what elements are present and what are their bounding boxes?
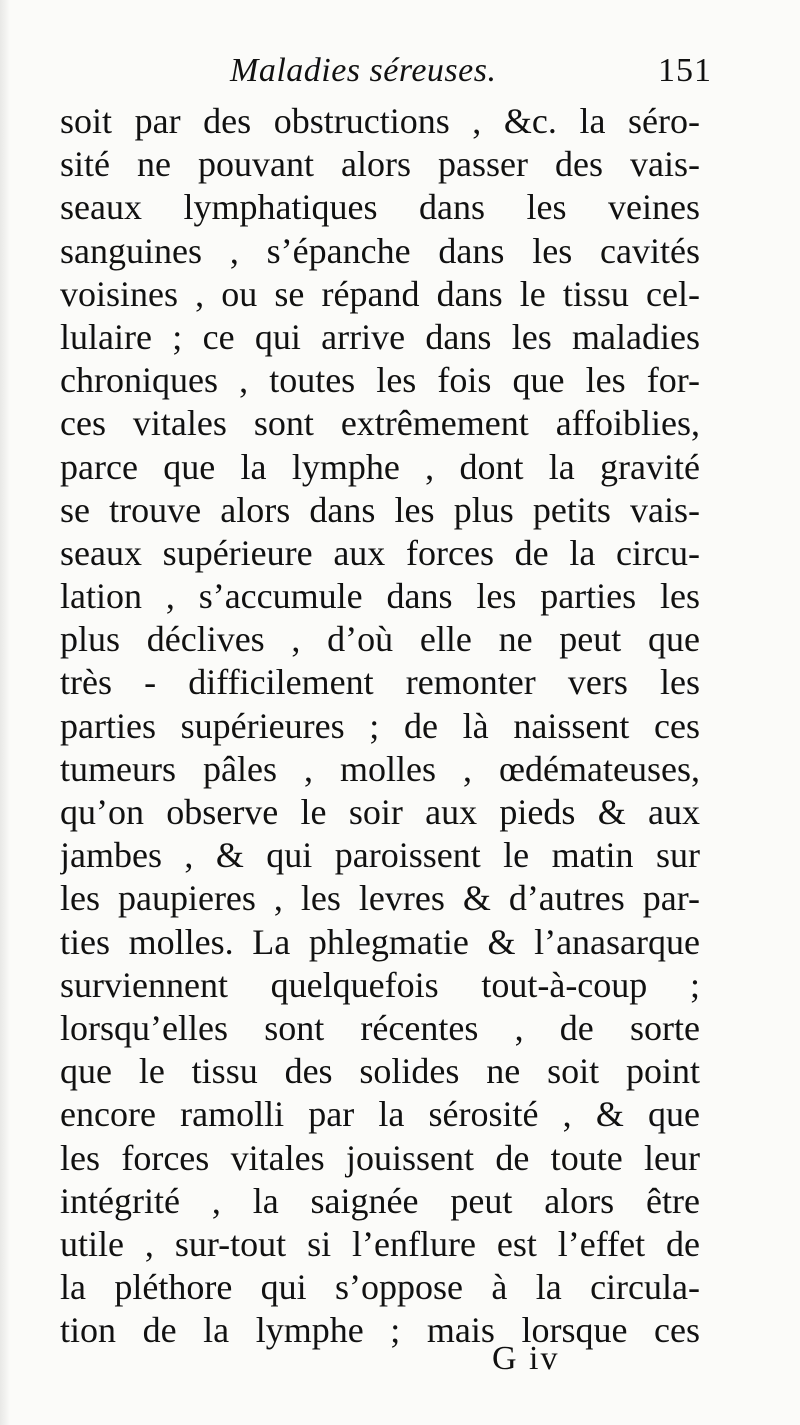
text-line: chroniques , toutes les fois que les for- xyxy=(60,360,700,401)
text-line: soit par des obstructions , &c. la séro- xyxy=(60,101,700,141)
text-line: qu’on observe le soir aux pieds & aux xyxy=(60,792,700,832)
text-line: jambes , & qui paroissent le matin sur xyxy=(60,835,700,876)
text-line: intégrité , la saignée peut alors être xyxy=(60,1180,700,1221)
text-line: que le tissu des solides ne soit point xyxy=(60,1051,700,1092)
text-line: tumeurs pâles , molles , œdémateuses, xyxy=(60,748,700,789)
text-line: tion de la lymphe ; mais lorsque ces xyxy=(60,1310,700,1351)
body-text xyxy=(60,100,700,1352)
text-line: se trouve alors dans les plus petits vais- xyxy=(60,489,700,530)
text-line: lation , s’accumule dans les parties les xyxy=(60,576,700,617)
text-line: ces vitales sont extrêmement affoiblies, xyxy=(60,403,700,444)
text-line: surviennent quelquefois tout-à-coup ; xyxy=(60,964,700,1005)
text-line: sité ne pouvant alors passer des vais- xyxy=(60,144,700,185)
running-title: Maladies séreuses. xyxy=(230,52,497,89)
page-number: 151 xyxy=(658,52,712,89)
text-line: les forces vitales jouissent de toute leur xyxy=(60,1137,700,1178)
text-line: seaux lymphatiques dans les veines xyxy=(60,187,700,228)
text-line: parce que la lymphe , dont la gravité xyxy=(60,446,700,487)
signature-mark: G iv xyxy=(492,1340,560,1377)
text-line: la pléthore qui s’oppose à la circula- xyxy=(60,1267,700,1308)
text-line: lorsqu’elles sont récentes , de sorte xyxy=(60,1007,700,1048)
text-line: plus déclives , d’où elle ne peut que xyxy=(60,619,700,660)
text-line: parties supérieures ; de là naissent ces xyxy=(60,705,700,746)
text-line: sanguines , s’épanche dans les cavités xyxy=(60,230,700,271)
text-line: voisines , ou se répand dans le tissu cel- xyxy=(60,273,700,314)
text-line: ties molles. La phlegmatie & l’anasarque xyxy=(60,921,700,962)
page-header xyxy=(60,48,712,100)
text-line: les paupieres , les levres & d’autres par- xyxy=(60,878,700,919)
text-line: seaux supérieure aux forces de la circu- xyxy=(60,532,700,573)
text-line: lulaire ; ce qui arrive dans les maladies xyxy=(60,316,700,357)
text-line: utile , sur-tout si l’enflure est l’effet de xyxy=(60,1223,700,1264)
text-line: encore ramolli par la sérosité , & que xyxy=(60,1094,700,1135)
page-edge-shadow xyxy=(0,0,10,1425)
text-line: très - difficilement remonter vers les xyxy=(60,662,700,703)
